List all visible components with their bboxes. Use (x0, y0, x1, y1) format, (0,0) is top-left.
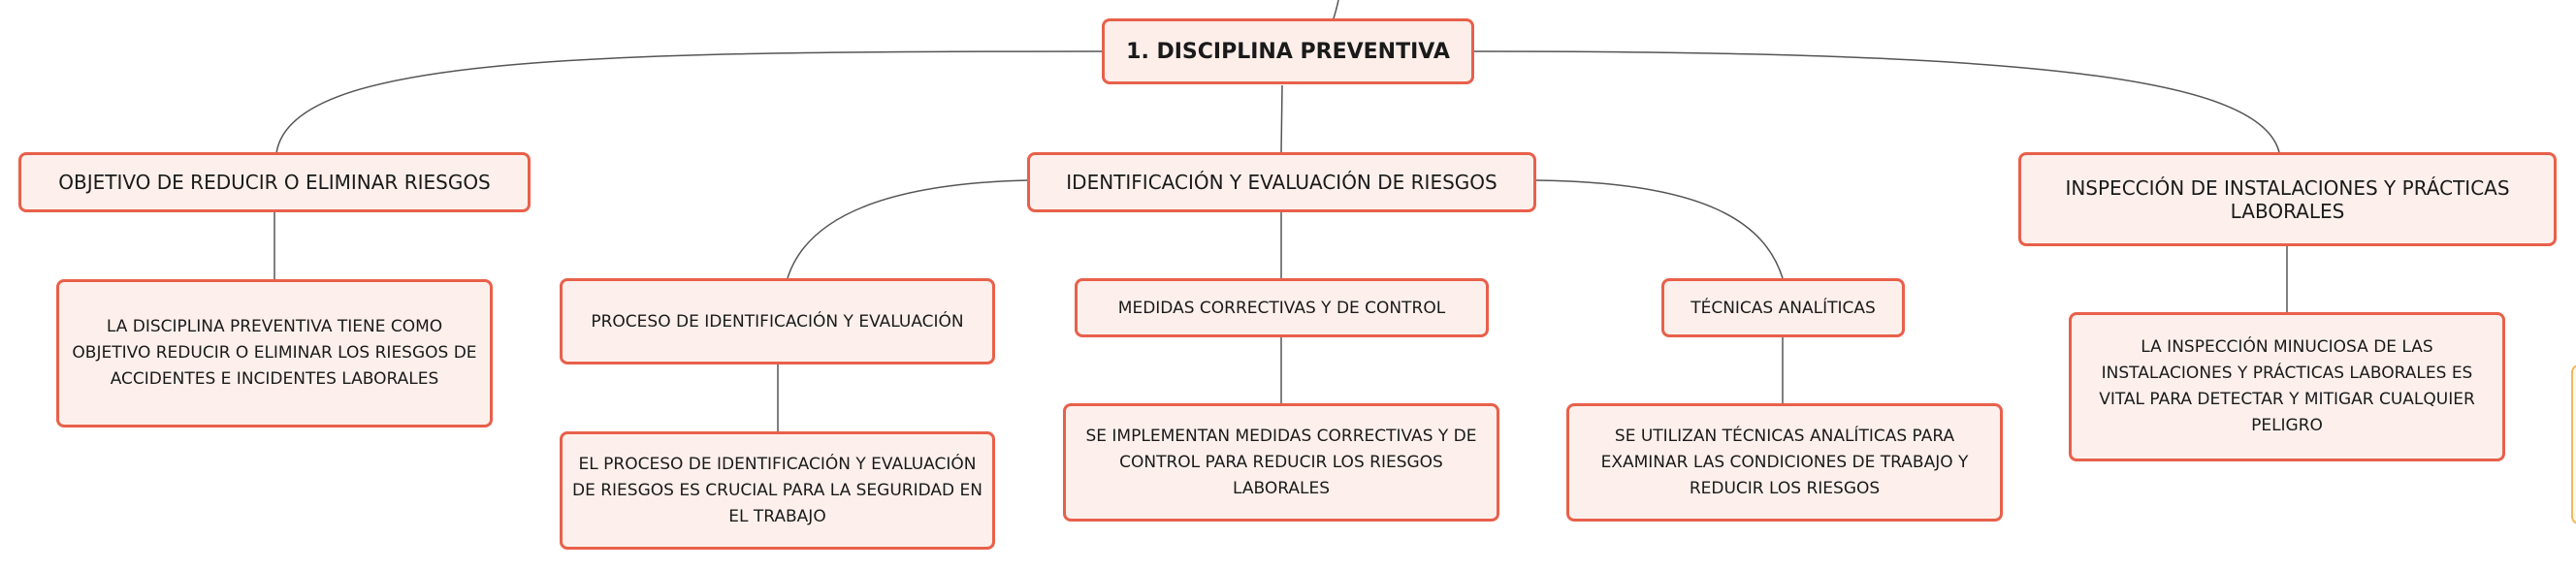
topic-objetivo[interactable] (18, 152, 531, 212)
topic-identificacion[interactable] (1027, 152, 1536, 212)
edge-panel-tab[interactable] (2571, 364, 2576, 524)
desc-objetivo-text: LA DISCIPLINA PREVENTIVA TIENE COMO OBJETIVO REDUCIR O ELIMINAR LOS RIESGOS DE ACCIDENTES E INCIDENTES LABORALES (72, 317, 477, 389)
desc-inspeccion[interactable] (2069, 312, 2505, 461)
topic-proceso[interactable] (560, 278, 995, 364)
connector-ident-proceso (788, 180, 1027, 278)
root-topic[interactable] (1102, 18, 1474, 84)
topic-medidas-label: MEDIDAS CORRECTIVAS Y DE CONTROL (1117, 298, 1446, 318)
connector-root-identificacion (1281, 85, 1282, 153)
topic-medidas[interactable] (1075, 278, 1489, 337)
desc-proceso-text: EL PROCESO DE IDENTIFICACIÓN Y EVALUACIÓN DE RIESGOS ES CRUCIAL PARA LA SEGURIDAD EN EL TRABAJO (572, 454, 982, 526)
connector-ident-tecnicas (1536, 180, 1783, 278)
topic-proceso-label: PROCESO DE IDENTIFICACIÓN Y EVALUACIÓN (591, 311, 964, 332)
desc-tecnicas[interactable] (1566, 403, 2003, 522)
desc-proceso[interactable] (560, 431, 995, 550)
desc-medidas-text: SE IMPLEMENTAN MEDIDAS CORRECTIVAS Y DE CONTROL PARA REDUCIR LOS RIESGOS LABORALES (1085, 426, 1477, 498)
topic-objetivo-label: OBJETIVO DE REDUCIR O ELIMINAR RIESGOS (58, 171, 491, 194)
connector-root-inspeccion (1474, 51, 2279, 152)
desc-objetivo[interactable] (56, 279, 493, 428)
desc-medidas[interactable] (1063, 403, 1499, 522)
desc-inspeccion-text: LA INSPECCIÓN MINUCIOSA DE LAS INSTALACIONES Y PRÁCTICAS LABORALES ES VITAL PARA DETECTAR Y MITIGAR CUALQUIER PELIGRO (2099, 337, 2475, 435)
topic-identificacion-label: IDENTIFICACIÓN Y EVALUACIÓN DE RIESGOS (1066, 171, 1497, 194)
topic-inspeccion[interactable] (2018, 152, 2557, 246)
topic-tecnicas[interactable] (1661, 278, 1905, 337)
connector-root-objetivo (276, 51, 1102, 153)
topic-inspeccion-label: INSPECCIÓN DE INSTALACIONES Y PRÁCTICAS LABORALES (2065, 175, 2510, 223)
root-topic-label: 1. DISCIPLINA PREVENTIVA (1126, 39, 1450, 64)
topic-tecnicas-label: TÉCNICAS ANALÍTICAS (1690, 298, 1876, 318)
desc-tecnicas-text: SE UTILIZAN TÉCNICAS ANALÍTICAS PARA EXAMINAR LAS CONDICIONES DE TRABAJO Y REDUCIR LOS RIESGOS (1600, 426, 1969, 498)
